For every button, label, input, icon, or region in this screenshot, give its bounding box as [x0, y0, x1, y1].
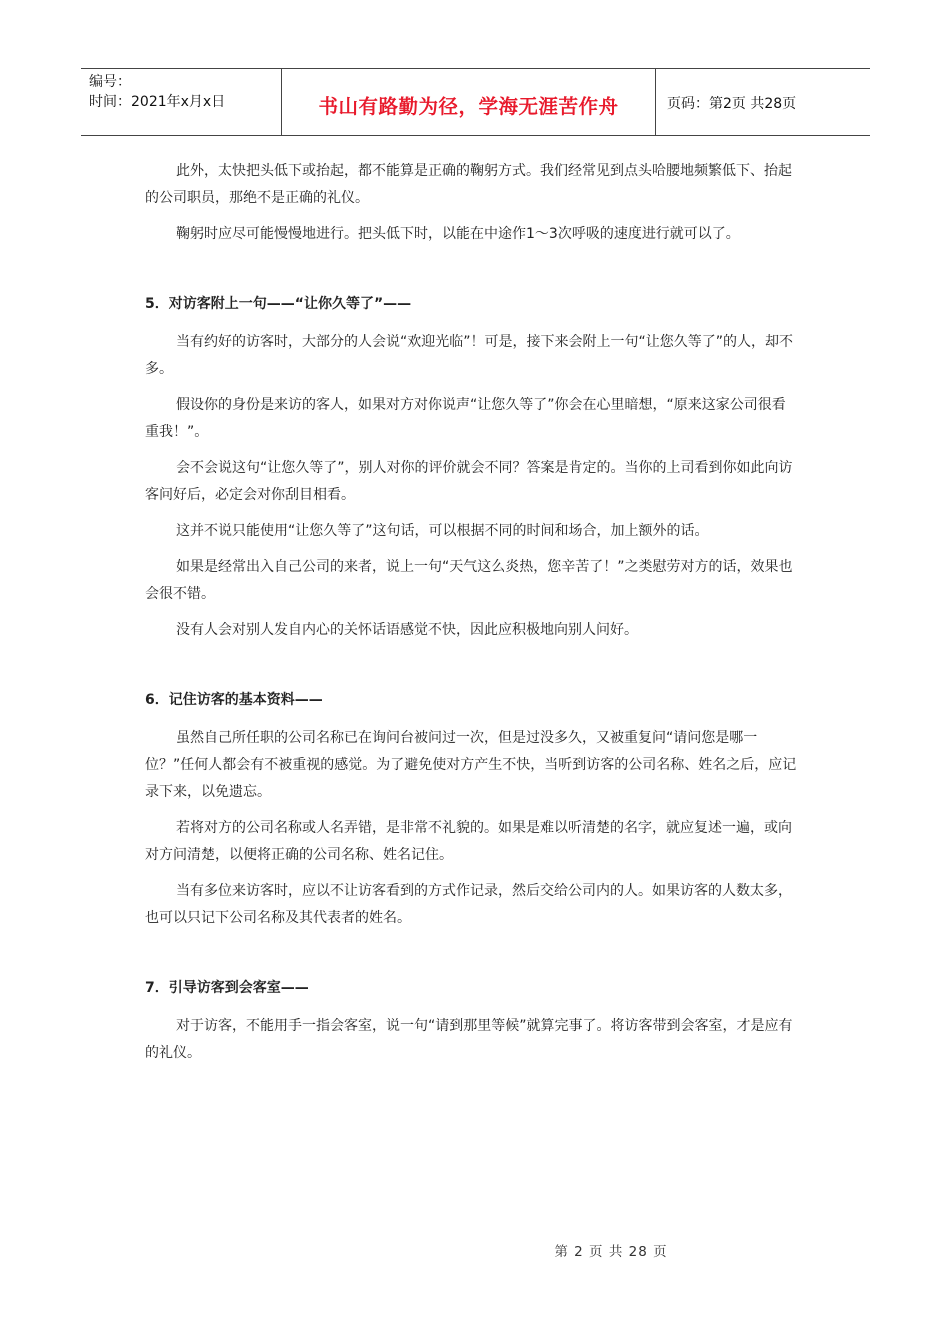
section-heading-7: 7．引导访客到会客室—— — [145, 980, 309, 996]
page-header — [81, 68, 870, 136]
paragraph: 对于访客，不能用手一指会客室，说一句“请到那里等候”就算完事了。将访客带到会客室，才是应有的礼仪。 — [145, 1018, 793, 1061]
section-heading-5: 5．对访客附上一句——“让你久等了”—— — [145, 296, 412, 312]
motto-text: 书山有路勤为径，学海无涯苦作舟 — [318, 95, 619, 118]
paragraph: 若将对方的公司名称或人名弄错，是非常不礼貌的。如果是难以听清楚的名字，就应复述一遍，或向对方问清楚，以便将正确的公司名称、姓名记住。 — [145, 820, 792, 863]
header-motto-cell — [282, 69, 656, 135]
paragraph: 这并不说只能使用“让您久等了”这句话，可以根据不同的时间和场合，加上额外的话。 — [176, 523, 709, 539]
document-body — [145, 158, 799, 1067]
section-heading-6: 6．记住访客的基本资料—— — [145, 692, 323, 708]
paragraph: 没有人会对别人发自内心的关怀话语感觉不快，因此应积极地向别人问好。 — [176, 622, 638, 638]
paragraph: 假设你的身份是来访的客人，如果对方对你说声“让您久等了”你会在心里暗想，“原来这家公司很看重我！”。 — [145, 397, 786, 440]
number-label: 编号： — [89, 74, 131, 90]
footer-page-number: 第 2 页 共 28 页 — [554, 1244, 668, 1260]
header-meta — [81, 69, 282, 135]
paragraph: 当有约好的访客时，大部分的人会说“欢迎光临”！可是，接下来会附上一句“让您久等了”的人，却不多。 — [145, 334, 794, 377]
paragraph: 鞠躬时应尽可能慢慢地进行。把头低下时，以能在中途作1～3次呼吸的速度进行就可以了。 — [176, 226, 740, 242]
paragraph: 会不会说这句“让您久等了”，别人对你的评价就会不同？答案是肯定的。当你的上司看到你如此向访客问好后，必定会对你刮目相看。 — [145, 460, 793, 503]
page-footer — [0, 1240, 950, 1260]
paragraph: 如果是经常出入自己公司的来者，说上一句“天气这么炎热，您辛苦了！”之类慰劳对方的话，效果也会很不错。 — [145, 559, 793, 602]
paragraph: 此外，太快把头低下或抬起，都不能算是正确的鞠躬方式。我们经常见到点头哈腰地频繁低下、抬起的公司职员，那绝不是正确的礼仪。 — [145, 163, 792, 206]
page-info-text: 页码：第2页 共28页 — [667, 96, 797, 112]
paragraph: 虽然自己所任职的公司名称已在询问台被问过一次，但是过没多久，又被重复问“请问您是哪一位？”任何人都会有不被重视的感觉。为了避免使对方产生不快，当听到访客的公司名称、姓名之后，应记录下来，以免遗忘。 — [145, 730, 797, 800]
date-label: 时间：2021年x月x日 — [89, 94, 226, 110]
header-page-info — [656, 69, 870, 135]
paragraph: 当有多位来访客时，应以不让访客看到的方式作记录，然后交给公司内的人。如果访客的人数太多，也可以只记下公司名称及其代表者的姓名。 — [145, 883, 792, 926]
